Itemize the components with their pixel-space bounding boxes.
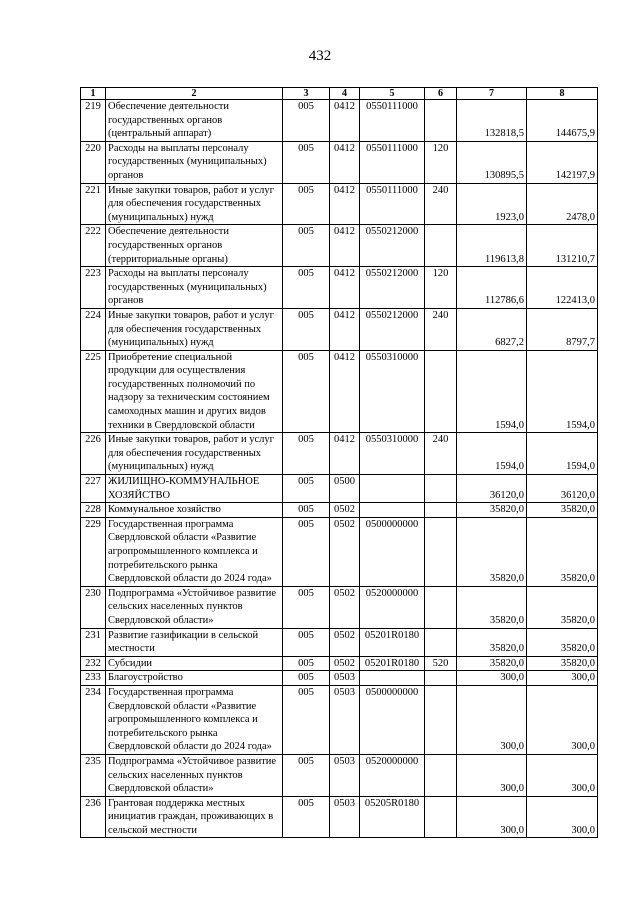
row-number: 225 [81, 350, 106, 433]
amount-col-7: 35820,0 [457, 628, 527, 656]
amount-col-7: 35820,0 [457, 586, 527, 628]
ministry-code: 005 [283, 183, 330, 225]
target-article-code [360, 503, 425, 518]
section-code: 0503 [330, 671, 360, 686]
row-number: 219 [81, 100, 106, 142]
ministry-code: 005 [283, 503, 330, 518]
header-row [81, 88, 598, 100]
row-number: 232 [81, 656, 106, 671]
amount-col-7: 300,0 [457, 685, 527, 754]
row-name: Подпрограмма «Устойчивое развитие сельских населенных пунктов Свердловской области» [106, 754, 283, 796]
section-code: 0502 [330, 503, 360, 518]
col-header: 8 [527, 88, 598, 100]
row-name: Обеспечение деятельности государственных органов (центральный аппарат) [106, 100, 283, 142]
target-article-code: 0550310000 [360, 433, 425, 475]
amount-col-8: 131210,7 [527, 225, 598, 267]
row-number: 233 [81, 671, 106, 686]
col-header: 2 [106, 88, 283, 100]
section-code: 0503 [330, 796, 360, 838]
row-name: Приобретение специальной продукции для осуществления государственных полномочий по надзору за техническим состоянием самоходных машин и других видов техники в Свердловской области [106, 350, 283, 433]
ministry-code: 005 [283, 656, 330, 671]
table-row [81, 475, 598, 503]
ministry-code: 005 [283, 671, 330, 686]
ministry-code: 005 [283, 517, 330, 586]
expense-type-code: 120 [425, 141, 457, 183]
budget-table [80, 87, 598, 838]
ministry-code: 005 [283, 796, 330, 838]
target-article-code: 0550212000 [360, 225, 425, 267]
row-name: Развитие газификации в сельской местности [106, 628, 283, 656]
section-code: 0412 [330, 225, 360, 267]
table-row [81, 503, 598, 518]
row-name: ЖИЛИЩНО-КОММУНАЛЬНОЕ ХОЗЯЙСТВО [106, 475, 283, 503]
amount-col-8: 35820,0 [527, 517, 598, 586]
row-number: 229 [81, 517, 106, 586]
target-article-code: 0500000000 [360, 685, 425, 754]
amount-col-8: 1594,0 [527, 433, 598, 475]
row-name: Иные закупки товаров, работ и услуг для обеспечения государственных (муниципальных) нужд [106, 433, 283, 475]
table-row [81, 685, 598, 754]
table-row [81, 586, 598, 628]
row-name: Грантовая поддержка местных инициатив граждан, проживающих в сельской местности [106, 796, 283, 838]
amount-col-7: 300,0 [457, 671, 527, 686]
row-name: Расходы на выплаты персоналу государственных (муниципальных) органов [106, 267, 283, 309]
amount-col-8: 142197,9 [527, 141, 598, 183]
section-code: 0412 [330, 350, 360, 433]
ministry-code: 005 [283, 225, 330, 267]
row-name: Подпрограмма «Устойчивое развитие сельских населенных пунктов Свердловской области» [106, 586, 283, 628]
row-number: 224 [81, 308, 106, 350]
table-row [81, 225, 598, 267]
amount-col-8: 2478,0 [527, 183, 598, 225]
ministry-code: 005 [283, 754, 330, 796]
table-row [81, 671, 598, 686]
expense-type-code [425, 671, 457, 686]
section-code: 0502 [330, 517, 360, 586]
amount-col-8: 35820,0 [527, 503, 598, 518]
ministry-code: 005 [283, 433, 330, 475]
row-name: Иные закупки товаров, работ и услуг для обеспечения государственных (муниципальных) нужд [106, 183, 283, 225]
section-code: 0412 [330, 100, 360, 142]
expense-type-code [425, 517, 457, 586]
target-article-code: 0550212000 [360, 267, 425, 309]
amount-col-8: 35820,0 [527, 656, 598, 671]
amount-col-8: 35820,0 [527, 586, 598, 628]
amount-col-7: 130895,5 [457, 141, 527, 183]
row-name: Субсидии [106, 656, 283, 671]
target-article-code: 05205R0180 [360, 796, 425, 838]
row-number: 231 [81, 628, 106, 656]
ministry-code: 005 [283, 267, 330, 309]
amount-col-7: 35820,0 [457, 517, 527, 586]
target-article-code: 0520000000 [360, 754, 425, 796]
amount-col-7: 35820,0 [457, 503, 527, 518]
table-row [81, 433, 598, 475]
target-article-code: 0550310000 [360, 350, 425, 433]
target-article-code: 0500000000 [360, 517, 425, 586]
section-code: 0412 [330, 141, 360, 183]
table-row [81, 267, 598, 309]
target-article-code: 05201R0180 [360, 628, 425, 656]
section-code: 0503 [330, 685, 360, 754]
table-row [81, 183, 598, 225]
row-name: Коммунальное хозяйство [106, 503, 283, 518]
ministry-code: 005 [283, 586, 330, 628]
expense-type-code [425, 475, 457, 503]
row-name: Государственная программа Свердловской области «Развитие агропромышленного комплекса и потребительского рынка Свердловской области до 2024 года» [106, 685, 283, 754]
col-header: 6 [425, 88, 457, 100]
table-row [81, 628, 598, 656]
col-header: 4 [330, 88, 360, 100]
row-number: 221 [81, 183, 106, 225]
row-number: 230 [81, 586, 106, 628]
row-name: Иные закупки товаров, работ и услуг для обеспечения государственных (муниципальных) нужд [106, 308, 283, 350]
target-article-code: 0520000000 [360, 586, 425, 628]
row-number: 223 [81, 267, 106, 309]
amount-col-7: 35820,0 [457, 656, 527, 671]
expense-type-code: 240 [425, 433, 457, 475]
section-code: 0500 [330, 475, 360, 503]
col-header: 5 [360, 88, 425, 100]
table-row [81, 656, 598, 671]
amount-col-8: 300,0 [527, 754, 598, 796]
section-code: 0502 [330, 586, 360, 628]
expense-type-code: 240 [425, 308, 457, 350]
row-number: 234 [81, 685, 106, 754]
row-number: 235 [81, 754, 106, 796]
row-name: Благоустройство [106, 671, 283, 686]
table-row [81, 350, 598, 433]
row-number: 222 [81, 225, 106, 267]
target-article-code: 0550111000 [360, 141, 425, 183]
amount-col-8: 36120,0 [527, 475, 598, 503]
ministry-code: 005 [283, 350, 330, 433]
amount-col-8: 300,0 [527, 685, 598, 754]
amount-col-8: 1594,0 [527, 350, 598, 433]
ministry-code: 005 [283, 308, 330, 350]
expense-type-code [425, 350, 457, 433]
amount-col-7: 1923,0 [457, 183, 527, 225]
table-row [81, 796, 598, 838]
expense-type-code: 240 [425, 183, 457, 225]
target-article-code [360, 671, 425, 686]
ministry-code: 005 [283, 100, 330, 142]
amount-col-7: 132818,5 [457, 100, 527, 142]
row-number: 228 [81, 503, 106, 518]
section-code: 0503 [330, 754, 360, 796]
table-row [81, 517, 598, 586]
amount-col-8: 300,0 [527, 671, 598, 686]
col-header: 3 [283, 88, 330, 100]
section-code: 0412 [330, 433, 360, 475]
section-code: 0412 [330, 183, 360, 225]
expense-type-code: 520 [425, 656, 457, 671]
row-number: 220 [81, 141, 106, 183]
ministry-code: 005 [283, 685, 330, 754]
section-code: 0412 [330, 308, 360, 350]
row-name: Расходы на выплаты персоналу государственных (муниципальных) органов [106, 141, 283, 183]
expense-type-code: 120 [425, 267, 457, 309]
expense-type-code [425, 503, 457, 518]
table-row [81, 141, 598, 183]
section-code: 0502 [330, 628, 360, 656]
target-article-code [360, 475, 425, 503]
target-article-code: 05201R0180 [360, 656, 425, 671]
row-number: 226 [81, 433, 106, 475]
ministry-code: 005 [283, 475, 330, 503]
amount-col-7: 119613,8 [457, 225, 527, 267]
amount-col-8: 144675,9 [527, 100, 598, 142]
row-number: 236 [81, 796, 106, 838]
section-code: 0502 [330, 656, 360, 671]
expense-type-code [425, 100, 457, 142]
expense-type-code [425, 628, 457, 656]
col-header: 1 [81, 88, 106, 100]
col-header: 7 [457, 88, 527, 100]
amount-col-7: 112786,6 [457, 267, 527, 309]
ministry-code: 005 [283, 141, 330, 183]
amount-col-7: 300,0 [457, 796, 527, 838]
expense-type-code [425, 754, 457, 796]
section-code: 0412 [330, 267, 360, 309]
expense-type-code [425, 685, 457, 754]
ministry-code: 005 [283, 628, 330, 656]
target-article-code: 0550212000 [360, 308, 425, 350]
target-article-code: 0550111000 [360, 183, 425, 225]
table-row [81, 100, 598, 142]
table-row [81, 308, 598, 350]
amount-col-7: 300,0 [457, 754, 527, 796]
target-article-code: 0550111000 [360, 100, 425, 142]
table-row [81, 754, 598, 796]
expense-type-code [425, 586, 457, 628]
page-number: 432 [308, 48, 332, 64]
amount-col-7: 36120,0 [457, 475, 527, 503]
row-name: Государственная программа Свердловской области «Развитие агропромышленного комплекса и потребительского рынка Свердловской области до 2024 года» [106, 517, 283, 586]
row-number: 227 [81, 475, 106, 503]
expense-type-code [425, 796, 457, 838]
amount-col-8: 35820,0 [527, 628, 598, 656]
amount-col-8: 300,0 [527, 796, 598, 838]
row-name: Обеспечение деятельности государственных органов (территориальные органы) [106, 225, 283, 267]
amount-col-8: 8797,7 [527, 308, 598, 350]
amount-col-7: 6827,2 [457, 308, 527, 350]
amount-col-7: 1594,0 [457, 350, 527, 433]
table-body [81, 100, 598, 838]
amount-col-7: 1594,0 [457, 433, 527, 475]
amount-col-8: 122413,0 [527, 267, 598, 309]
expense-type-code [425, 225, 457, 267]
